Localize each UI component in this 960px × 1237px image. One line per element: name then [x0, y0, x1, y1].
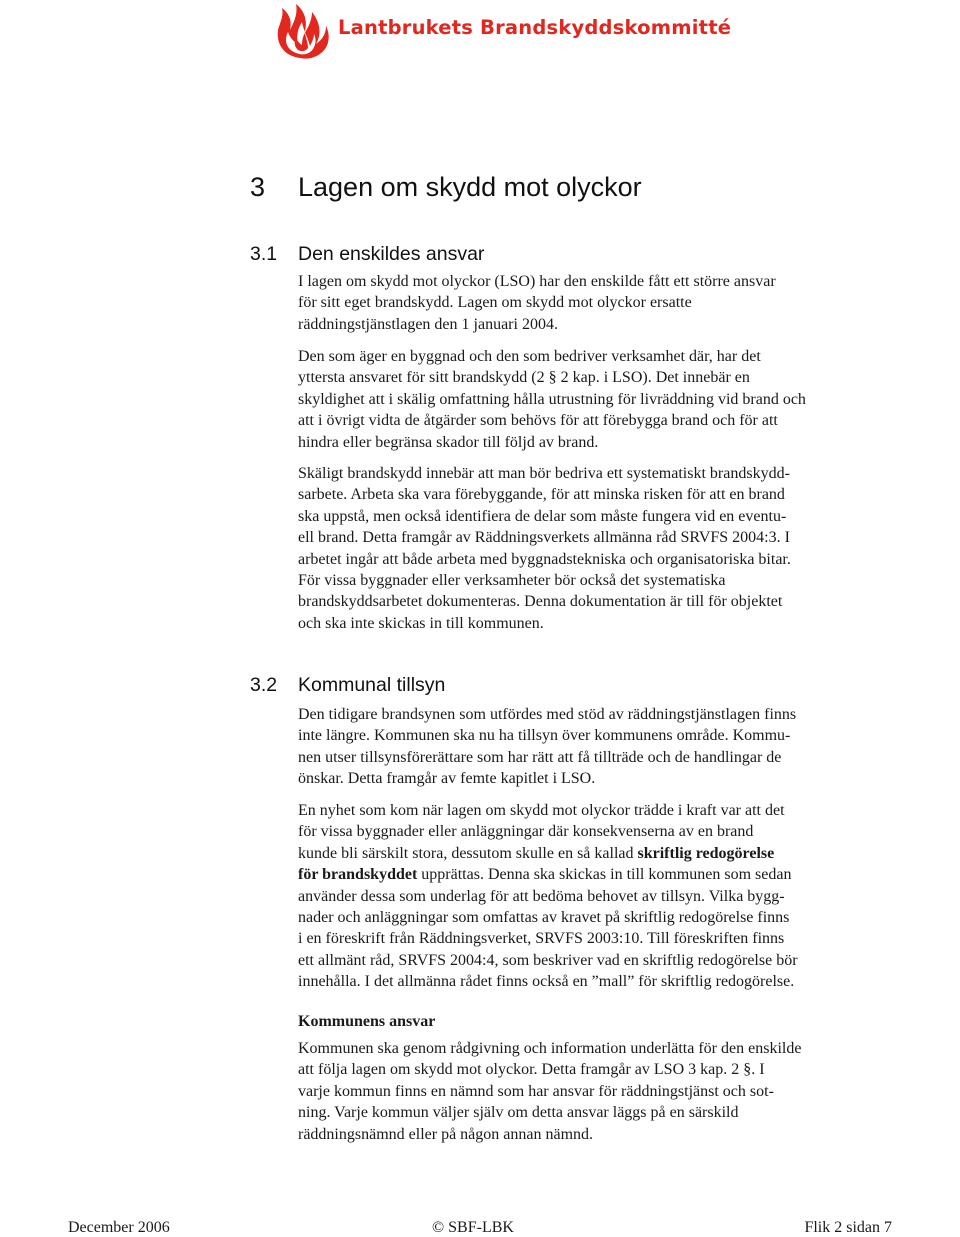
paragraph: [298, 800, 858, 993]
paragraph: [298, 271, 858, 335]
chapter-title: Lagen om skydd mot olyckor: [298, 172, 642, 202]
text-line: ska uppstå, men också identifiera de delar som måste fungera vid en eventu-: [298, 507, 787, 525]
text-line: nen utser tillsynsförerättare som har rätt att få tillträde och de handlingar de: [298, 748, 782, 766]
paragraph: [298, 346, 858, 453]
chapter-heading: [250, 172, 642, 203]
text-line: För vissa byggnader eller verksamheter bör också det systematiska: [298, 572, 726, 590]
paragraph: [298, 1038, 858, 1145]
text-line: och ska inte skickas in till kommunen.: [298, 614, 544, 632]
text-line: önskar. Detta framgår av femte kapitlet i LSO.: [298, 770, 596, 788]
text-line: Skäligt brandskydd innebär att man bör bedriva ett systematiskt brandskydd-: [298, 465, 790, 482]
paragraph: [298, 463, 858, 634]
section-heading: [250, 674, 445, 697]
chapter-number: 3: [250, 172, 266, 202]
footer-date: December 2006: [68, 1219, 170, 1236]
text-line: Den som äger en byggnad och den som bedriver verksamhet där, har det: [298, 348, 761, 365]
text-line: Den tidigare brandsynen som utfördes med stöd av räddningstjänstlagen finns: [298, 706, 797, 723]
text-line: En nyhet som kom när lagen om skydd mot olyckor trädde i kraft var att det: [298, 802, 785, 819]
text-run: kunde bli särskilt stora, dessutom skulle en så kallad: [298, 844, 638, 862]
section-number: 3.2: [250, 674, 278, 696]
bold-term: skriftlig redogörelse: [637, 844, 775, 862]
bold-term: för brandskyddet: [298, 866, 418, 884]
text-line: nader och anläggningar som omfattas av kravet på skriftlig redogörelse finns: [298, 909, 790, 927]
text-line: ell brand. Detta framgår av Räddningsverkets allmänna råd SRVFS 2004:3. I: [298, 529, 790, 547]
text-line: använder dessa som underlag för att bedöma behovet av tillsyn. Vilka bygg-: [298, 887, 785, 905]
flame-logo-icon: [270, 2, 334, 60]
text-line: varje kommun finns en nämnd som har ansvar för räddningstjänst och sot-: [298, 1082, 774, 1100]
text-line: räddningstjänstlagen den 1 januari 2004.: [298, 315, 558, 333]
text-line: ning. Varje kommun väljer själv om detta ansvar läggs på en särskild: [298, 1104, 739, 1122]
text-line: innehålla. I det allmänna rådet finns också en ”mall” för skriftlig redogörelse.: [298, 973, 795, 991]
section-title: Kommunal tillsyn: [298, 674, 446, 696]
section-heading: [250, 243, 484, 266]
text-line: brandskyddsarbetet dokumenteras. Denna dokumentation är till för objektet: [298, 593, 783, 611]
organization-name: Lantbrukets Brandskyddskommitté: [338, 16, 732, 39]
text-line: att följa lagen om skydd mot olyckor. Detta framgår av LSO 3 kap. 2 §. I: [298, 1061, 765, 1079]
paragraph: [298, 704, 858, 790]
footer-copyright: © SBF-LBK: [432, 1219, 514, 1236]
text-line: räddningsnämnd eller på någon annan nämnd.: [298, 1125, 594, 1143]
text-line: [298, 864, 858, 885]
text-line: i en föreskrift från Räddningsverket, SRVFS 2003:10. Till föreskriften finns: [298, 930, 785, 948]
text-line: för vissa byggnader eller anläggningar där konsekvenserna av en brand: [298, 823, 754, 841]
text-line: sarbete. Arbeta ska vara förebyggande, för att minska risken för att en brand: [298, 486, 785, 504]
text-run: upprättas. Denna ska skickas in till kommunen som sedan: [417, 866, 792, 884]
text-line: [298, 843, 858, 864]
text-line: för sitt eget brandskydd. Lagen om skydd mot olyckor ersatte: [298, 294, 692, 312]
text-line: arbetet ingår att både arbeta med byggnadstekniska och organisatoriska bitar.: [298, 550, 791, 568]
text-line: skyldighet att i skälig omfattning hålla utrustning för livräddning vid brand och: [298, 390, 806, 408]
text-line: hindra eller begränsa skador till följd av brand.: [298, 433, 599, 451]
section-title: Den enskildes ansvar: [298, 243, 485, 265]
text-line: ett allmänt råd, SRVFS 2004:4, som beskriver vad en skriftlig redogörelse bör: [298, 951, 798, 969]
text-line: yttersta ansvaret för sitt brandskydd (2 § 2 kap. i LSO). Det innebär en: [298, 369, 750, 387]
footer-page-number: Flik 2 sidan 7: [804, 1219, 892, 1236]
text-line: att i övrigt vidta de åtgärder som behövs för att förebygga brand och för att: [298, 412, 778, 430]
text-line: Kommunen ska genom rådgivning och information underlätta för den enskilde: [298, 1040, 802, 1057]
text-line: inte längre. Kommunen ska nu ha tillsyn över kommunens område. Kommu-: [298, 727, 791, 745]
text-line: I lagen om skydd mot olyckor (LSO) har den enskilde fått ett större ansvar: [298, 273, 776, 290]
section-number: 3.1: [250, 243, 278, 265]
subheading: Kommunens ansvar: [298, 1013, 436, 1030]
